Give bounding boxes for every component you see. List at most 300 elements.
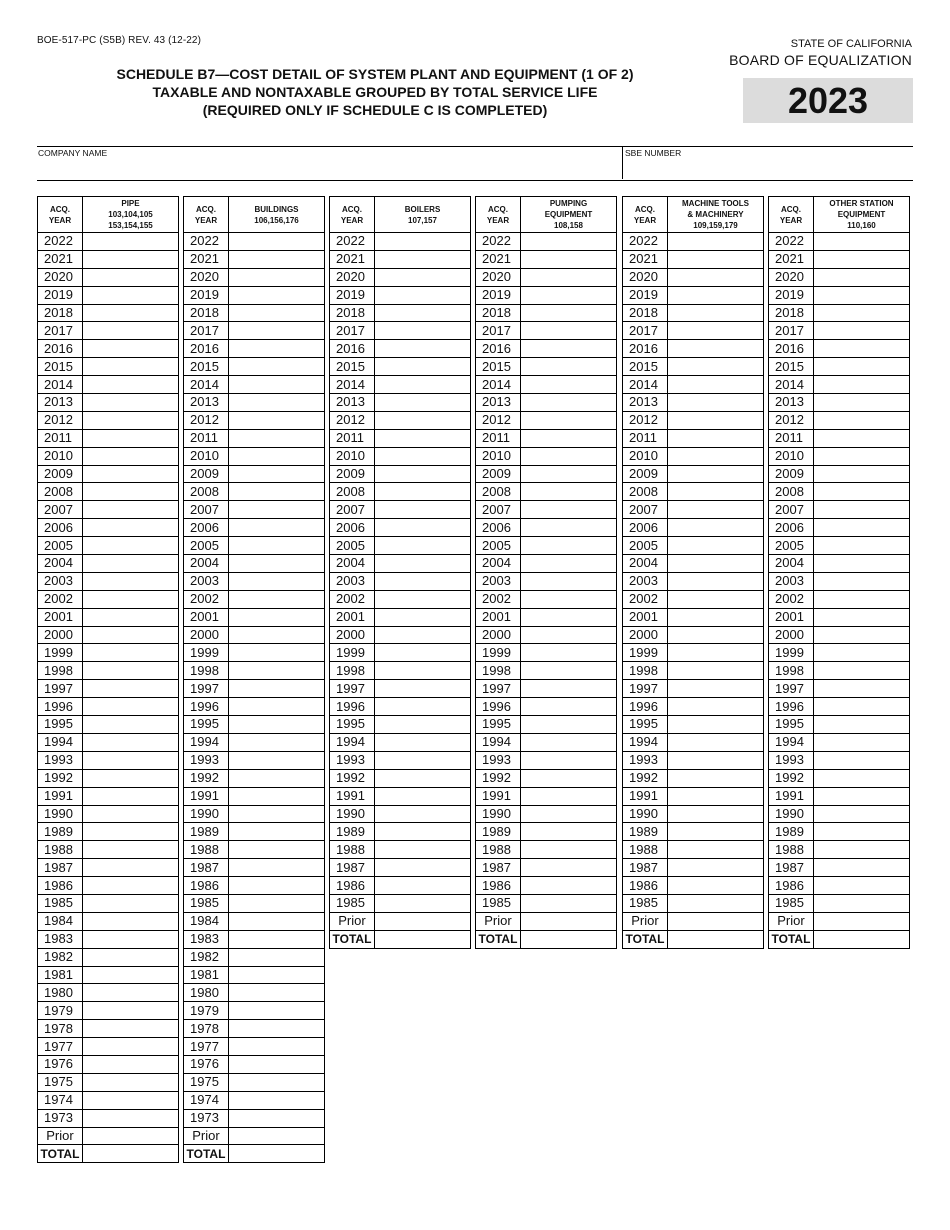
cost-input-cell[interactable] — [375, 716, 471, 734]
cost-input-cell[interactable] — [375, 429, 471, 447]
cost-input-cell[interactable] — [83, 877, 179, 895]
cost-input-cell[interactable] — [668, 698, 764, 716]
acq-year-cell: 2007 — [623, 501, 668, 519]
cost-input-cell[interactable] — [521, 805, 617, 823]
cost-input-cell[interactable] — [668, 519, 764, 537]
table-row — [184, 859, 325, 877]
cost-input-cell[interactable] — [83, 751, 179, 769]
table-row — [476, 483, 617, 501]
cost-input-cell[interactable] — [521, 626, 617, 644]
cost-input-cell[interactable] — [814, 751, 910, 769]
cost-input-cell[interactable] — [814, 358, 910, 376]
cost-input-cell[interactable] — [521, 519, 617, 537]
cost-input-cell[interactable] — [229, 268, 325, 286]
cost-input-cell[interactable] — [229, 644, 325, 662]
cost-input-cell[interactable] — [814, 680, 910, 698]
cost-input-cell[interactable] — [229, 608, 325, 626]
cost-input-cell[interactable] — [814, 805, 910, 823]
table-row — [330, 716, 471, 734]
table-row — [623, 751, 764, 769]
cost-input-cell[interactable] — [521, 483, 617, 501]
cost-input-cell[interactable] — [229, 894, 325, 912]
cost-input-cell[interactable] — [229, 859, 325, 877]
cost-input-cell[interactable] — [375, 894, 471, 912]
cost-input-cell[interactable] — [668, 501, 764, 519]
cost-input-cell[interactable] — [668, 537, 764, 555]
cost-input-cell[interactable] — [668, 805, 764, 823]
cost-input-cell[interactable] — [668, 894, 764, 912]
table-row — [184, 233, 325, 251]
total-cost-input-cell[interactable] — [521, 930, 617, 948]
cost-input-cell[interactable] — [668, 823, 764, 841]
cost-input-cell[interactable] — [814, 823, 910, 841]
cost-input-cell[interactable] — [668, 483, 764, 501]
cost-input-cell[interactable] — [668, 286, 764, 304]
cost-input-cell[interactable] — [668, 340, 764, 358]
cost-input-cell[interactable] — [668, 787, 764, 805]
cost-input-cell[interactable] — [521, 877, 617, 895]
cost-input-cell[interactable] — [83, 376, 179, 394]
cost-input-cell[interactable] — [375, 340, 471, 358]
cost-input-cell[interactable] — [83, 698, 179, 716]
cost-input-cell[interactable] — [229, 841, 325, 859]
cost-input-cell[interactable] — [521, 787, 617, 805]
cost-input-cell[interactable] — [521, 358, 617, 376]
sbe-number-field[interactable] — [627, 161, 907, 177]
total-row — [623, 930, 764, 948]
cost-input-cell[interactable] — [521, 304, 617, 322]
cost-input-cell[interactable] — [229, 930, 325, 948]
cost-input-cell[interactable] — [229, 358, 325, 376]
cost-input-cell[interactable] — [229, 805, 325, 823]
cost-input-cell[interactable] — [668, 411, 764, 429]
cost-input-cell[interactable] — [375, 250, 471, 268]
cost-input-cell[interactable] — [229, 1091, 325, 1109]
cost-input-cell[interactable] — [83, 501, 179, 519]
total-row — [769, 930, 910, 948]
cost-input-cell[interactable] — [229, 877, 325, 895]
cost-input-cell[interactable] — [814, 537, 910, 555]
cost-input-cell[interactable] — [229, 590, 325, 608]
cost-input-cell[interactable] — [521, 411, 617, 429]
cost-input-cell[interactable] — [814, 340, 910, 358]
cost-input-cell[interactable] — [521, 859, 617, 877]
cost-input-cell[interactable] — [814, 268, 910, 286]
cost-input-cell[interactable] — [229, 483, 325, 501]
cost-input-cell[interactable] — [229, 447, 325, 465]
cost-input-cell[interactable] — [83, 519, 179, 537]
cost-input-cell[interactable] — [375, 537, 471, 555]
cost-input-cell[interactable] — [668, 358, 764, 376]
cost-input-cell[interactable] — [521, 751, 617, 769]
cost-input-cell[interactable] — [229, 769, 325, 787]
cost-input-cell[interactable] — [521, 590, 617, 608]
cost-input-cell[interactable] — [814, 304, 910, 322]
cost-input-cell[interactable] — [229, 233, 325, 251]
cost-input-cell[interactable] — [229, 823, 325, 841]
cost-input-cell[interactable] — [668, 429, 764, 447]
cost-input-cell[interactable] — [668, 716, 764, 734]
cost-input-cell[interactable] — [229, 465, 325, 483]
cost-input-cell[interactable] — [375, 501, 471, 519]
cost-input-cell[interactable] — [229, 286, 325, 304]
acq-year-cell: 1995 — [184, 716, 229, 734]
cost-input-cell[interactable] — [229, 394, 325, 412]
table-row — [623, 787, 764, 805]
cost-input-cell[interactable] — [229, 787, 325, 805]
cost-input-cell[interactable] — [83, 716, 179, 734]
cost-input-cell[interactable] — [229, 501, 325, 519]
cost-input-cell[interactable] — [375, 286, 471, 304]
cost-input-cell[interactable] — [229, 966, 325, 984]
cost-input-cell[interactable] — [814, 572, 910, 590]
cost-input-cell[interactable] — [521, 447, 617, 465]
total-cost-input-cell[interactable] — [375, 930, 471, 948]
cost-input-cell[interactable] — [668, 751, 764, 769]
cost-input-cell[interactable] — [229, 1002, 325, 1020]
cost-input-cell[interactable] — [83, 268, 179, 286]
cost-input-cell[interactable] — [814, 501, 910, 519]
cost-input-cell[interactable] — [83, 572, 179, 590]
cost-input-cell[interactable] — [83, 841, 179, 859]
cost-input-cell[interactable] — [83, 483, 179, 501]
cost-input-cell[interactable] — [814, 644, 910, 662]
cost-input-cell[interactable] — [375, 555, 471, 573]
cost-input-cell[interactable] — [814, 483, 910, 501]
cost-input-cell[interactable] — [229, 716, 325, 734]
cost-input-cell[interactable] — [375, 465, 471, 483]
cost-input-cell[interactable] — [521, 250, 617, 268]
cost-input-cell[interactable] — [229, 572, 325, 590]
prior-cost-input-cell[interactable] — [375, 912, 471, 930]
cost-input-cell[interactable] — [375, 662, 471, 680]
table-row — [184, 948, 325, 966]
cost-input-cell[interactable] — [668, 626, 764, 644]
cost-input-cell[interactable] — [375, 590, 471, 608]
cost-input-cell[interactable] — [668, 268, 764, 286]
cost-input-cell[interactable] — [375, 358, 471, 376]
cost-input-cell[interactable] — [229, 322, 325, 340]
acq-year-cell: 1988 — [476, 841, 521, 859]
cost-input-cell[interactable] — [375, 841, 471, 859]
table-buildings — [183, 196, 325, 1163]
cost-input-cell[interactable] — [375, 769, 471, 787]
cost-input-cell[interactable] — [814, 733, 910, 751]
cost-input-cell[interactable] — [668, 322, 764, 340]
cost-input-cell[interactable] — [814, 286, 910, 304]
cost-input-cell[interactable] — [521, 537, 617, 555]
cost-input-cell[interactable] — [229, 1038, 325, 1056]
cost-input-cell[interactable] — [375, 787, 471, 805]
table-row — [476, 805, 617, 823]
cost-input-cell[interactable] — [814, 626, 910, 644]
cost-input-cell[interactable] — [814, 859, 910, 877]
cost-input-cell[interactable] — [521, 322, 617, 340]
cost-input-cell[interactable] — [229, 751, 325, 769]
cost-input-cell[interactable] — [375, 877, 471, 895]
cost-input-cell[interactable] — [668, 644, 764, 662]
cost-input-cell[interactable] — [229, 537, 325, 555]
cost-input-cell[interactable] — [83, 733, 179, 751]
cost-input-cell[interactable] — [521, 894, 617, 912]
cost-input-cell[interactable] — [83, 984, 179, 1002]
cost-input-cell[interactable] — [229, 411, 325, 429]
cost-input-cell[interactable] — [521, 555, 617, 573]
cost-input-cell[interactable] — [668, 859, 764, 877]
cost-input-cell[interactable] — [83, 769, 179, 787]
cost-input-cell[interactable] — [375, 411, 471, 429]
table-row — [769, 751, 910, 769]
cost-input-cell[interactable] — [814, 787, 910, 805]
cost-input-cell[interactable] — [83, 429, 179, 447]
cost-input-cell[interactable] — [375, 394, 471, 412]
cost-input-cell[interactable] — [83, 930, 179, 948]
total-cost-input-cell[interactable] — [229, 1145, 325, 1163]
prior-cost-input-cell[interactable] — [668, 912, 764, 930]
cost-input-cell[interactable] — [814, 698, 910, 716]
cost-input-cell[interactable] — [521, 394, 617, 412]
cost-input-cell[interactable] — [814, 519, 910, 537]
total-cost-input-cell[interactable] — [668, 930, 764, 948]
cost-input-cell[interactable] — [814, 894, 910, 912]
cost-input-cell[interactable] — [83, 286, 179, 304]
cost-input-cell[interactable] — [521, 429, 617, 447]
cost-input-cell[interactable] — [375, 751, 471, 769]
cost-input-cell[interactable] — [814, 769, 910, 787]
cost-input-cell[interactable] — [521, 823, 617, 841]
acq-year-cell: 1993 — [330, 751, 375, 769]
total-cost-input-cell[interactable] — [814, 930, 910, 948]
table-row — [476, 823, 617, 841]
cost-input-cell[interactable] — [668, 304, 764, 322]
cost-input-cell[interactable] — [83, 304, 179, 322]
cost-input-cell[interactable] — [229, 376, 325, 394]
cost-input-cell[interactable] — [375, 805, 471, 823]
cost-input-cell[interactable] — [375, 376, 471, 394]
cost-input-cell[interactable] — [229, 733, 325, 751]
prior-row — [184, 1127, 325, 1145]
cost-input-cell[interactable] — [521, 286, 617, 304]
cost-input-cell[interactable] — [668, 465, 764, 483]
cost-input-cell[interactable] — [83, 966, 179, 984]
cost-input-cell[interactable] — [83, 948, 179, 966]
table-row — [769, 429, 910, 447]
cost-input-cell[interactable] — [521, 340, 617, 358]
cost-input-cell[interactable] — [814, 322, 910, 340]
cost-input-cell[interactable] — [83, 894, 179, 912]
cost-input-cell[interactable] — [668, 662, 764, 680]
cost-input-cell[interactable] — [229, 340, 325, 358]
cost-input-cell[interactable] — [229, 1109, 325, 1127]
cost-input-cell[interactable] — [375, 823, 471, 841]
cost-input-cell[interactable] — [375, 483, 471, 501]
cost-input-cell[interactable] — [83, 1038, 179, 1056]
cost-input-cell[interactable] — [814, 429, 910, 447]
cost-input-cell[interactable] — [668, 590, 764, 608]
table-row — [769, 340, 910, 358]
cost-input-cell[interactable] — [521, 733, 617, 751]
acq-year-cell: 2006 — [38, 519, 83, 537]
cost-input-cell[interactable] — [814, 877, 910, 895]
cost-input-cell[interactable] — [521, 662, 617, 680]
cost-input-cell[interactable] — [521, 233, 617, 251]
cost-input-cell[interactable] — [83, 555, 179, 573]
cost-input-cell[interactable] — [83, 859, 179, 877]
cost-input-cell[interactable] — [521, 698, 617, 716]
cost-input-cell[interactable] — [814, 233, 910, 251]
cost-input-cell[interactable] — [83, 1073, 179, 1091]
table-row — [330, 841, 471, 859]
cost-input-cell[interactable] — [521, 769, 617, 787]
cost-input-cell[interactable] — [521, 680, 617, 698]
cost-input-cell[interactable] — [83, 680, 179, 698]
cost-input-cell[interactable] — [375, 680, 471, 698]
cost-input-cell[interactable] — [83, 537, 179, 555]
cost-input-cell[interactable] — [668, 877, 764, 895]
cost-input-cell[interactable] — [668, 769, 764, 787]
cost-input-cell[interactable] — [814, 394, 910, 412]
cost-input-cell[interactable] — [229, 662, 325, 680]
cost-input-cell[interactable] — [521, 841, 617, 859]
cost-input-cell[interactable] — [229, 304, 325, 322]
cost-input-cell[interactable] — [375, 859, 471, 877]
cost-input-cell[interactable] — [83, 823, 179, 841]
acq-year-cell: 2019 — [623, 286, 668, 304]
cost-input-cell[interactable] — [668, 447, 764, 465]
cost-input-cell[interactable] — [83, 644, 179, 662]
cost-input-cell[interactable] — [83, 1020, 179, 1038]
company-name-field[interactable] — [40, 161, 615, 177]
table-row — [769, 233, 910, 251]
cost-input-cell[interactable] — [229, 948, 325, 966]
cost-input-cell[interactable] — [521, 465, 617, 483]
cost-input-cell[interactable] — [814, 411, 910, 429]
cost-input-cell[interactable] — [229, 1073, 325, 1091]
cost-input-cell[interactable] — [814, 376, 910, 394]
acq-year-cell: 2007 — [476, 501, 521, 519]
cost-input-cell[interactable] — [668, 841, 764, 859]
cost-input-cell[interactable] — [814, 447, 910, 465]
cost-input-cell[interactable] — [83, 1109, 179, 1127]
cost-input-cell[interactable] — [814, 716, 910, 734]
cost-input-cell[interactable] — [83, 1002, 179, 1020]
cost-input-cell[interactable] — [375, 268, 471, 286]
cost-input-cell[interactable] — [83, 340, 179, 358]
acq-year-cell: 2000 — [769, 626, 814, 644]
cost-input-cell[interactable] — [229, 698, 325, 716]
cost-input-cell[interactable] — [375, 304, 471, 322]
total-cost-input-cell[interactable] — [83, 1145, 179, 1163]
prior-cost-input-cell[interactable] — [229, 1127, 325, 1145]
cost-input-cell[interactable] — [83, 233, 179, 251]
cost-input-cell[interactable] — [83, 322, 179, 340]
cost-input-cell[interactable] — [521, 376, 617, 394]
cost-input-cell[interactable] — [375, 644, 471, 662]
cost-input-cell[interactable] — [375, 698, 471, 716]
cost-input-cell[interactable] — [229, 429, 325, 447]
acq-year-cell: 1990 — [38, 805, 83, 823]
acq-year-cell: 1985 — [330, 894, 375, 912]
cost-input-cell[interactable] — [814, 841, 910, 859]
cost-input-cell[interactable] — [668, 376, 764, 394]
cost-input-cell[interactable] — [521, 608, 617, 626]
cost-input-cell[interactable] — [83, 590, 179, 608]
cost-input-cell[interactable] — [814, 555, 910, 573]
cost-input-cell[interactable] — [229, 680, 325, 698]
cost-input-cell[interactable] — [814, 662, 910, 680]
cost-input-cell[interactable] — [83, 626, 179, 644]
cost-input-cell[interactable] — [521, 268, 617, 286]
cost-input-cell[interactable] — [375, 233, 471, 251]
cost-input-cell[interactable] — [668, 394, 764, 412]
cost-input-cell[interactable] — [83, 787, 179, 805]
cost-input-cell[interactable] — [83, 394, 179, 412]
cost-input-cell[interactable] — [521, 644, 617, 662]
prior-cost-input-cell[interactable] — [83, 1127, 179, 1145]
cost-input-cell[interactable] — [229, 519, 325, 537]
cost-input-cell[interactable] — [521, 572, 617, 590]
cost-input-cell[interactable] — [375, 572, 471, 590]
cost-input-cell[interactable] — [229, 984, 325, 1002]
cost-input-cell[interactable] — [521, 716, 617, 734]
cost-input-cell[interactable] — [83, 1055, 179, 1073]
cost-input-cell[interactable] — [375, 608, 471, 626]
cost-input-cell[interactable] — [83, 250, 179, 268]
cost-input-cell[interactable] — [83, 465, 179, 483]
cost-input-cell[interactable] — [668, 250, 764, 268]
cost-input-cell[interactable] — [83, 411, 179, 429]
cost-input-cell[interactable] — [375, 626, 471, 644]
cost-input-cell[interactable] — [668, 233, 764, 251]
cost-input-cell[interactable] — [229, 250, 325, 268]
acq-year-cell: 2010 — [769, 447, 814, 465]
cost-input-cell[interactable] — [229, 626, 325, 644]
acq-year-cell: 2019 — [476, 286, 521, 304]
prior-cost-input-cell[interactable] — [521, 912, 617, 930]
table-row — [38, 537, 179, 555]
cost-input-cell[interactable] — [375, 447, 471, 465]
cost-input-cell[interactable] — [83, 662, 179, 680]
cost-input-cell[interactable] — [521, 501, 617, 519]
cost-input-cell[interactable] — [83, 1091, 179, 1109]
cost-input-cell[interactable] — [229, 1055, 325, 1073]
cost-input-cell[interactable] — [668, 733, 764, 751]
prior-cost-input-cell[interactable] — [814, 912, 910, 930]
cost-input-cell[interactable] — [375, 733, 471, 751]
cost-input-cell[interactable] — [229, 912, 325, 930]
cost-input-cell[interactable] — [375, 519, 471, 537]
cost-input-cell[interactable] — [229, 555, 325, 573]
cost-input-cell[interactable] — [814, 250, 910, 268]
cost-input-cell[interactable] — [668, 680, 764, 698]
cost-input-cell[interactable] — [83, 805, 179, 823]
cost-input-cell[interactable] — [83, 447, 179, 465]
cost-input-cell[interactable] — [83, 608, 179, 626]
cost-input-cell[interactable] — [814, 590, 910, 608]
acq-year-cell: 1994 — [38, 733, 83, 751]
cost-input-cell[interactable] — [83, 358, 179, 376]
cost-input-cell[interactable] — [83, 912, 179, 930]
table-row — [38, 411, 179, 429]
cost-input-cell[interactable] — [814, 465, 910, 483]
cost-input-cell[interactable] — [668, 555, 764, 573]
cost-input-cell[interactable] — [229, 1020, 325, 1038]
cost-input-cell[interactable] — [668, 572, 764, 590]
cost-input-cell[interactable] — [668, 608, 764, 626]
cost-input-cell[interactable] — [375, 322, 471, 340]
cost-input-cell[interactable] — [814, 608, 910, 626]
acq-year-cell: 1978 — [184, 1020, 229, 1038]
